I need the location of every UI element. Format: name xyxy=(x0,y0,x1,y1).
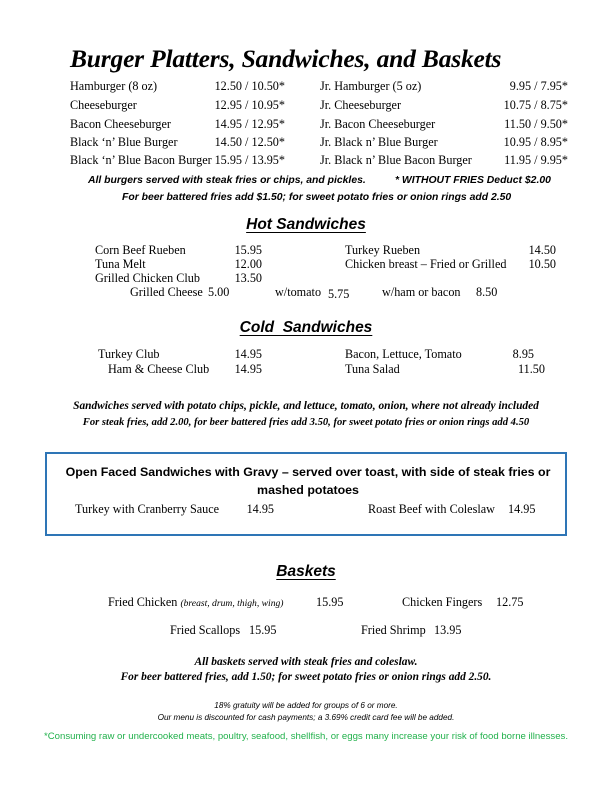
item-name: Fried Shrimp xyxy=(361,623,426,637)
item-price: 14.50 / 12.50* xyxy=(214,135,285,149)
item-name: Jr. Cheeseburger xyxy=(320,98,402,112)
item-name: Hamburger (8 oz) xyxy=(70,79,158,93)
item-name xyxy=(108,594,338,613)
basket-note-served-with: All baskets served with steak fries and coleslaw. xyxy=(194,656,418,668)
item-price: 10.95 / 8.95* xyxy=(503,135,568,149)
item-name: Ham & Cheese Club xyxy=(108,362,210,376)
item-name-detail: (breast, drum, thigh, wing) xyxy=(180,598,284,609)
item-price: 14.95 xyxy=(508,502,536,516)
item-name: Roast Beef with Coleslaw xyxy=(368,502,495,516)
item-name: Jr. Hamburger (5 oz) xyxy=(320,79,422,93)
item-name: Jr. Black n’ Blue Burger xyxy=(320,135,438,149)
item-price: 13.50 xyxy=(234,271,262,285)
item-name: Bacon, Lettuce, Tomato xyxy=(345,347,462,361)
item-price: 15.95 xyxy=(316,595,344,609)
item-price: 11.95 / 9.95* xyxy=(504,153,568,167)
item-name-main: Fried Chicken xyxy=(108,595,181,609)
item-name: Turkey Rueben xyxy=(345,243,421,257)
basket-note-fries-upgrade: For beer battered fries, add 1.50; for sweet potato fries or onion rings add 2.50. xyxy=(120,671,492,683)
item-price: 11.50 / 9.50* xyxy=(504,117,568,131)
item-price: 12.50 / 10.50* xyxy=(214,79,285,93)
item-name: Jr. Black n’ Blue Bacon Burger xyxy=(320,153,472,167)
sandwich-note-served-with: Sandwiches served with potato chips, pickle, and lettuce, tomato, onion, where not already included xyxy=(73,400,539,412)
section-heading-hot-sandwiches: Hot Sandwiches xyxy=(246,216,366,233)
section-heading-baskets: Baskets xyxy=(276,563,336,580)
item-name: Cheeseburger xyxy=(70,98,137,112)
item-price: 14.50 xyxy=(528,243,556,257)
item-name: Bacon Cheeseburger xyxy=(70,117,171,131)
open-faced-heading: Open Faced Sandwiches with Gravy – served over toast, with side of steak fries or mashed potatoes xyxy=(65,465,551,497)
burger-note-fries-upgrade: For beer battered fries add $1.50; for sweet potato fries or onion rings add 2.50 xyxy=(122,192,512,203)
item-price: 12.95 / 10.95* xyxy=(214,98,285,112)
option-label-ham-bacon: w/ham or bacon xyxy=(382,285,461,299)
item-price: 14.95 xyxy=(246,502,274,516)
open-faced-sandwiches-box xyxy=(45,452,567,536)
item-price: 12.75 xyxy=(496,595,524,609)
footer-cash-discount-note: Our menu is discounted for cash payments; a 3.69% credit card fee will be added. xyxy=(157,713,455,722)
option-price-tomato: 5.75 xyxy=(328,287,350,301)
item-price: 10.75 / 8.75* xyxy=(503,98,568,112)
item-name: Black ‘n’ Blue Burger xyxy=(70,135,178,149)
item-name: Tuna Salad xyxy=(345,362,400,376)
item-price: 12.00 xyxy=(234,257,262,271)
item-name: Tuna Melt xyxy=(95,257,146,271)
sandwich-note-fries-upgrade: For steak fries, add 2.00, for beer battered fries add 3.50, for sweet potato fries or onion rings add 4.50 xyxy=(82,417,530,428)
item-price: 14.95 xyxy=(234,362,262,376)
item-price: 10.50 xyxy=(528,257,556,271)
item-name: Corn Beef Rueben xyxy=(95,243,186,257)
item-name: Chicken Fingers xyxy=(402,595,483,609)
item-name: Turkey with Cranberry Sauce xyxy=(75,502,220,516)
item-name: Jr. Bacon Cheeseburger xyxy=(320,117,436,131)
item-name: Turkey Club xyxy=(98,347,160,361)
section-heading-cold-sandwiches: Cold Sandwiches xyxy=(239,319,373,336)
item-price: 5.00 xyxy=(208,285,230,299)
item-price: 15.95 xyxy=(249,623,277,637)
item-name: Grilled Chicken Club xyxy=(95,271,200,285)
item-price: 14.95 / 12.95* xyxy=(214,117,285,131)
page-title: Burger Platters, Sandwiches, and Baskets xyxy=(70,44,502,73)
item-price: 9.95 / 7.95* xyxy=(509,79,568,93)
item-price: 11.50 xyxy=(518,362,545,376)
item-price: 15.95 / 13.95* xyxy=(214,153,285,167)
item-name: Fried Scallops xyxy=(170,623,241,637)
burger-note-without-fries: * WITHOUT FRIES Deduct $2.00 xyxy=(395,175,551,186)
item-name: Black ‘n’ Blue Bacon Burger xyxy=(70,153,212,167)
footer-gratuity-note: 18% gratuity will be added for groups of 6 or more. xyxy=(214,701,398,710)
item-name: Grilled Cheese xyxy=(130,285,203,299)
footer-health-warning: *Consuming raw or undercooked meats, poultry, seafood, shellfish, or eggs many increase your risk of food borne illnesses. xyxy=(43,731,568,742)
item-name: Chicken breast – Fried or Grilled xyxy=(345,257,507,271)
burger-note-served-with: All burgers served with steak fries or chips, and pickles. xyxy=(88,175,366,186)
item-price: 15.95 xyxy=(234,243,262,257)
item-price: 13.95 xyxy=(434,623,462,637)
option-label-tomato: w/tomato xyxy=(275,285,322,299)
item-price: 8.95 xyxy=(512,347,534,361)
item-price: 14.95 xyxy=(234,347,262,361)
option-price-ham-bacon: 8.50 xyxy=(476,285,498,299)
